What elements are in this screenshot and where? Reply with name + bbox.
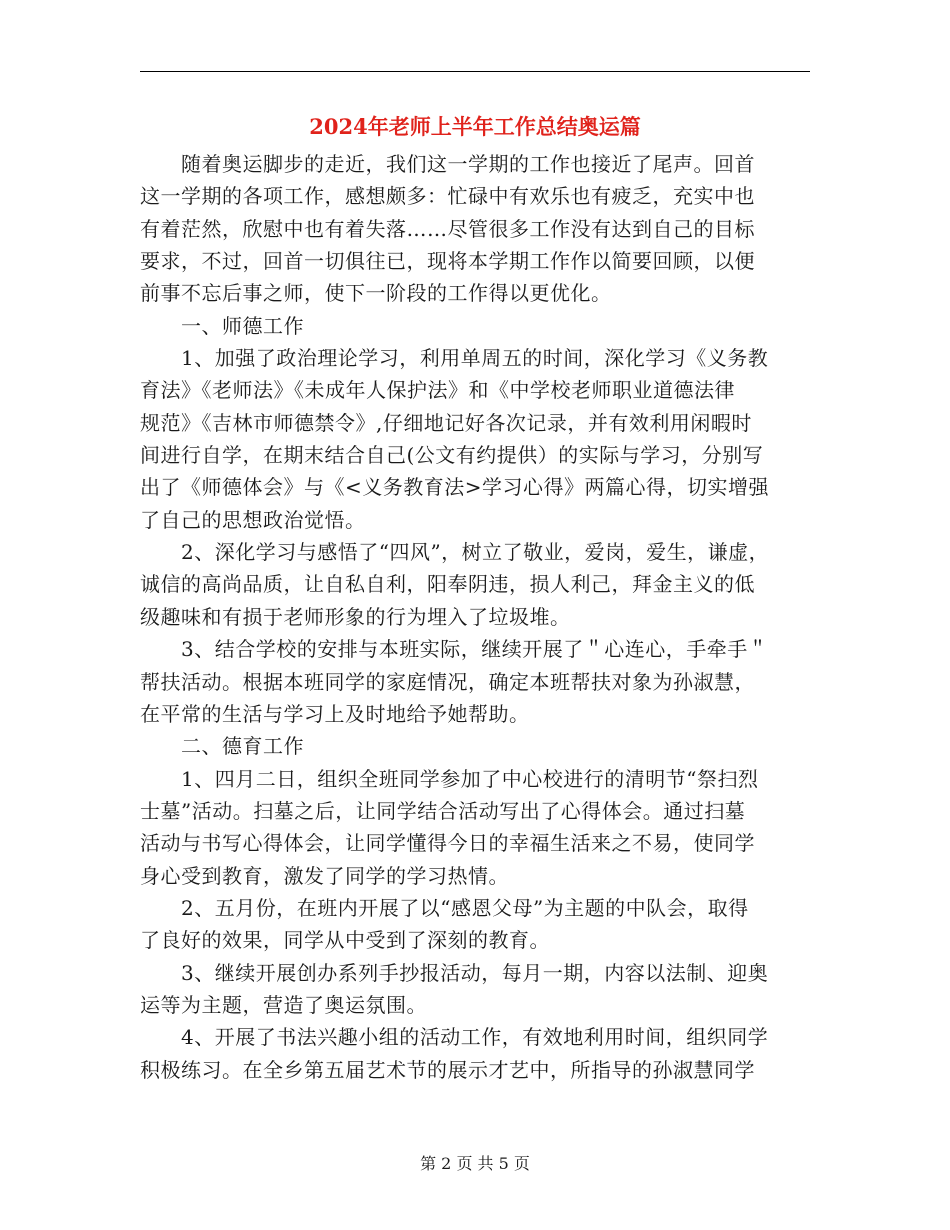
body-line: 2、深化学习与感悟了“四风”，树立了敬业，爱岗，爱生，谦虚， — [140, 540, 770, 565]
body-line: 运等为主题，营造了奥运氛围。 — [140, 992, 427, 1017]
body-line: 间进行自学，在期末结合自己(公文有约提供）的实际与学习，分别写 — [140, 443, 764, 468]
body-line: 1、四月二日，组织全班同学参加了中心校进行的清明节“祭扫烈 — [140, 766, 759, 791]
body-line: 3、结合学校的安排与本班实际，继续开展了＂心连心，手牵手＂ — [140, 637, 769, 662]
body-line: 1、加强了政治理论学习，利用单周五的时间，深化学习《义务教 — [140, 346, 769, 371]
header-rule — [140, 71, 810, 72]
document-title: 2024年老师上半年工作总结奥运篇 — [309, 114, 641, 139]
body-line: 了自己的思想政治觉悟。 — [140, 507, 366, 532]
body-line: 前事不忘后事之师，使下一阶段的工作得以更优化。 — [140, 281, 612, 306]
body-line: 要求，不过，回首一切俱往已，现将本学期工作作以简要回顾，以便 — [140, 249, 755, 274]
body-line: 有着茫然，欣慰中也有着失落……尽管很多工作没有达到自己的目标 — [140, 216, 755, 241]
body-line: 积极练习。在全乡第五届艺术节的展示才艺中，所指导的孙淑慧同学 — [140, 1057, 755, 1082]
body-line: 身心受到教育，激发了同学的学习热情。 — [140, 863, 509, 888]
section-heading: 一、师德工作 — [140, 313, 304, 338]
body-line: 随着奥运脚步的走近，我们这一学期的工作也接近了尾声。回首 — [140, 152, 755, 176]
page-number-footer: 第 2 页 共 5 页 — [420, 1154, 530, 1173]
section-heading: 二、德育工作 — [140, 734, 304, 759]
body-line: 规范》《吉林市师德禁令》,仔细地记好各次记录，并有效利用闲暇时 — [140, 410, 752, 435]
body-line: 诚信的高尚品质，让自私自利，阳奉阴违，损人利己，拜金主义的低 — [140, 572, 755, 597]
body-line: 这一学期的各项工作，感想颇多：忙碌中有欢乐也有疲乏，充实中也 — [140, 184, 755, 209]
body-line: 级趣味和有损于老师形象的行为埋入了垃圾堆。 — [140, 604, 571, 629]
body-line: 士墓”活动。扫墓之后，让同学结合活动写出了心得体会。通过扫墓 — [140, 798, 746, 823]
body-line: 帮扶活动。根据本班同学的家庭情况，确定本班帮扶对象为孙淑慧， — [140, 669, 755, 694]
body-line: 3、继续开展创办系列手抄报活动，每月一期，内容以法制、迎奥 — [140, 960, 769, 985]
document-body — [140, 148, 820, 1086]
body-line: 了良好的效果，同学从中受到了深刻的教育。 — [140, 928, 550, 953]
body-line: 活动与书写心得体会，让同学懂得今日的幸福生活来之不易，使同学 — [140, 831, 755, 856]
body-line: 育法》《老师法》《未成年人保护法》和《中学校老师职业道德法律 — [140, 378, 735, 403]
body-line: 2、五月份，在班内开展了以“感恩父母”为主题的中队会，取得 — [140, 895, 749, 920]
body-line: 4、开展了书法兴趣小组的活动工作，有效地利用时间，组织同学 — [140, 1025, 769, 1050]
body-line: 出了《师德体会》与《<义务教育法>学习心得》两篇心得，切实增强 — [140, 475, 770, 500]
body-line: 在平常的生活与学习上及时地给予她帮助。 — [140, 701, 530, 726]
